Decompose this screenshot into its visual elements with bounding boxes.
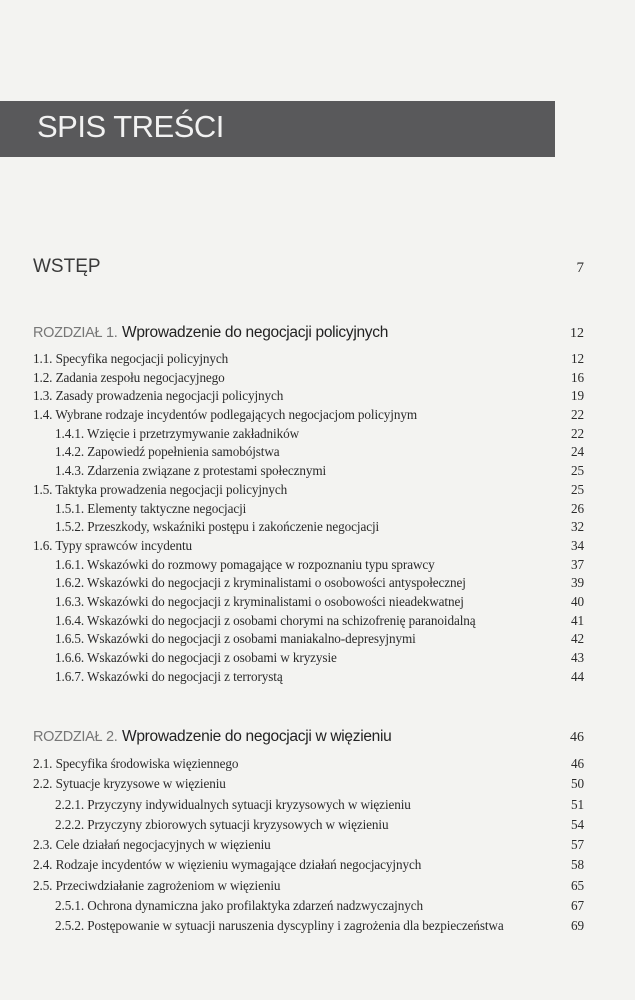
entry-page-number: 58 [571,857,584,873]
entry-page-number: 50 [571,776,584,792]
entry-page-number: 57 [571,837,584,853]
entry-title: 1.5. Taktyka prowadzenia negocjacji policyjnych [33,481,288,497]
toc-entry [33,795,584,815]
entry-title: 1.6.2. Wskazówki do negocjacji z kryminalistami o osobowości antyspołecznej [55,575,466,591]
entry-page-number: 54 [571,816,584,832]
toc-entry [33,556,584,575]
entry-title: 1.1. Specyfika negocjacji policyjnych [33,351,229,366]
toc-entry [33,612,584,631]
toc-entry [33,649,584,668]
chapter-label: ROZDZIAŁ 2. [33,729,118,745]
toc-entry [33,855,584,875]
toc-entry [33,774,584,794]
toc-entry [33,481,584,500]
toc-chapter-1 [33,324,584,686]
chapter-title: Wprowadzenie do negocjacji policyjnych [121,324,389,341]
toc-entry [33,369,584,388]
toc-entry [33,387,584,406]
entry-title: 1.6.5. Wskazówki do negocjacji z osobami maniakalno-depresyjnymi [55,631,416,647]
entry-title: 1.4.1. Wzięcie i przetrzymywanie zakładników [55,425,299,441]
entry-page-number: 12 [571,351,584,366]
page-title: SPIS TREŚCI [37,109,224,144]
toc-entry [33,350,584,369]
entry-title: 1.6.1. Wskazówki do rozmowy pomagające w rozpoznaniu typu sprawcy [55,556,435,572]
toc-entry [33,425,584,444]
entry-title: 2.2.2. Przyczyny zbiorowych sytuacji kryzysowych w więzieniu [55,816,389,832]
entry-page-number: 67 [571,898,584,914]
entry-page-number: 25 [571,463,584,479]
toc-entry [33,443,584,462]
entry-page-number: 25 [571,481,584,497]
entry-page-number: 40 [571,593,584,609]
entry-title: 1.3. Zasady prowadzenia negocjacji policyjnych [33,388,284,404]
toc-entry [33,462,584,481]
entry-page-number: 16 [571,369,584,385]
entry-title: 1.5.2. Przeszkody, wskaźniki postępu i zakończenie negocjacji [55,519,380,535]
heading-banner [0,101,555,157]
entry-page-number: 26 [571,500,584,516]
toc-entry [33,518,584,537]
entry-page-number: 41 [571,612,584,628]
entry-page-number: 39 [571,575,584,591]
chapter-page-number: 12 [570,326,584,341]
entry-page-number: 51 [571,796,584,812]
toc-entry [33,815,584,835]
entry-page-number: 22 [571,425,584,441]
entry-title: 1.6.3. Wskazówki do negocjacji z kryminalistami o osobowości nieadekwatnej [55,593,464,609]
entry-title: 2.5.2. Postępowanie w sytuacji naruszenia dyscypliny i zagrożenia dla bezpieczeństwa [55,918,504,934]
entry-title: 2.5. Przeciwdziałanie zagrożeniom w więzieniu [33,877,281,893]
entry-page-number: 42 [571,631,584,647]
toc-entry [33,593,584,612]
entry-page-number: 24 [571,444,584,460]
chapter-title: Wprowadzenie do negocjacji w więzieniu [121,728,392,745]
entry-page-number: 22 [571,407,584,423]
chapter-heading [33,728,584,746]
chapter-label: ROZDZIAŁ 1. [33,325,118,341]
entry-title: 1.6. Typy sprawców incydentu [33,537,193,553]
toc-entry [33,537,584,556]
entry-title: 2.2.1. Przyczyny indywidualnych sytuacji kryzysowych w więzieniu [55,796,411,812]
chapter-heading [33,324,584,342]
entry-page-number: 43 [571,650,584,665]
entry-page-number: 32 [571,519,584,535]
entry-page-number: 37 [571,556,584,572]
toc-entry [33,500,584,519]
entry-page-number: 34 [571,537,584,553]
entry-title: 1.4.3. Zdarzenia związane z protestami społecznymi [55,463,327,479]
toc-entry [33,876,584,896]
entry-title: 1.6.4. Wskazówki do negocjacji z osobami chorymi na schizofrenię paranoidalną [55,612,476,628]
entry-title: 2.5.1. Ochrona dynamiczna jako profilaktyka zdarzeń nadzwyczajnych [55,898,423,914]
entry-title: 1.6.7. Wskazówki do negocjacji z terrorystą [55,668,283,684]
entry-page-number: 65 [571,877,584,893]
toc-entry [33,835,584,855]
entry-title: 2.2. Sytuacje kryzysowe w więzieniu [33,776,226,792]
entry-page-number: 44 [571,668,584,684]
intro-title: WSTĘP [33,256,101,277]
entry-page-number: 69 [571,918,584,934]
toc-entry [33,896,584,916]
entry-page-number: 46 [571,756,584,771]
toc-entry [33,574,584,593]
entry-title: 1.4.2. Zapowiedź popełnienia samobójstwa [55,444,280,460]
entry-title: 1.4. Wybrane rodzaje incydentów podlegających negocjacjom policyjnym [33,407,417,423]
toc-entry [33,916,584,936]
entry-title: 2.4. Rodzaje incydentów w więzieniu wymagające działań negocjacyjnych [33,857,422,873]
toc-entry [33,630,584,649]
entry-page-number: 19 [571,388,584,404]
entry-title: 1.6.6. Wskazówki do negocjacji z osobami w kryzysie [55,650,337,665]
chapter-page-number: 46 [570,730,584,745]
entry-title: 1.2. Zadania zespołu negocjacyjnego [33,369,225,385]
toc-intro-entry [33,256,584,278]
entry-title: 2.1. Specyfika środowiska więziennego [33,756,239,771]
toc-entry [33,754,584,774]
toc-chapter-2 [33,728,584,937]
toc-entry [33,406,584,425]
intro-page-number: 7 [576,260,584,276]
entry-title: 1.5.1. Elementy taktyczne negocjacji [55,500,247,516]
entry-title: 2.3. Cele działań negocjacyjnych w więzieniu [33,837,271,853]
toc-entry [33,668,584,687]
